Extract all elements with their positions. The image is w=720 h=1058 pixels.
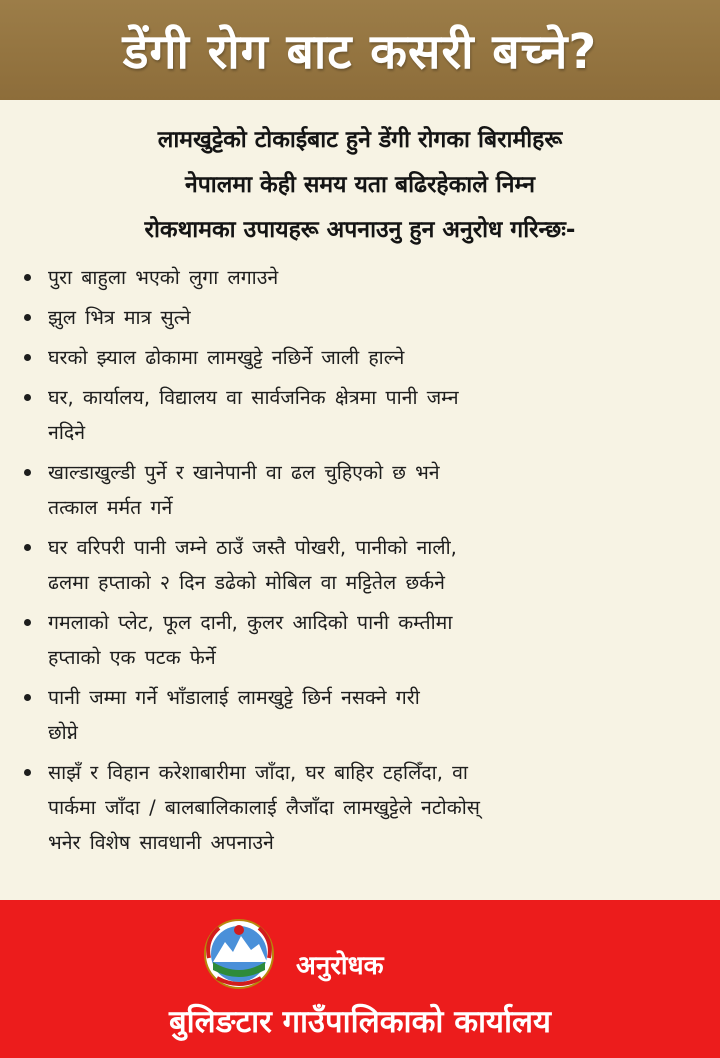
page-title: डेंगी रोग बाट कसरी बच्ने? [122, 23, 598, 80]
footer-banner [0, 900, 720, 1058]
list-item [20, 300, 710, 335]
nepal-government-emblem-icon [203, 918, 275, 990]
bullet-icon [24, 394, 31, 401]
list-item-text: पुरा बाहुला भएको लुगा लगाउने [48, 266, 279, 289]
bullet-icon [24, 274, 31, 281]
list-item-text: ढलमा हप्ताको २ दिन डढेको मोबिल वा मट्टितेल छर्कने [48, 571, 445, 594]
list-item [20, 340, 710, 375]
bullet-icon [24, 314, 31, 321]
list-item-text: घर, कार्यालय, विद्यालय वा सार्वजनिक क्षेत्रमा पानी जम्न [48, 386, 459, 409]
content-area [0, 100, 720, 900]
list-item-text: छोप्ने [48, 721, 78, 744]
bullet-icon [24, 769, 31, 776]
bullet-icon [24, 544, 31, 551]
list-item-text: घर वरिपरी पानी जम्ने ठाउँ जस्तै पोखरी, पानीको नाली, [48, 536, 457, 559]
list-item-text: झुल भित्र मात्र सुत्ने [48, 306, 191, 329]
office-name: बुलिङटार गाउँपालिकाको कार्यालय [168, 1004, 552, 1040]
intro-paragraph [20, 118, 700, 253]
bullet-icon [24, 354, 31, 361]
list-item [20, 380, 710, 450]
bullet-icon [24, 469, 31, 476]
prevention-list [20, 260, 710, 865]
intro-line: रोकथामका उपायहरू अपनाउनु हुन अनुरोध गरिन्छः- [144, 217, 576, 243]
list-item-text: खाल्डाखुल्डी पुर्ने र खानेपानी वा ढल चुहिएको छ भने [48, 461, 440, 484]
list-item-text: हप्ताको एक पटक फेर्ने [48, 646, 216, 669]
list-item-text: घरको झ्याल ढोकामा लामखुट्टे नछिर्ने जाली हाल्ने [48, 346, 405, 369]
list-item [20, 680, 710, 750]
bullet-icon [24, 694, 31, 701]
list-item-text: भनेर विशेष सावधानी अपनाउने [48, 831, 274, 854]
list-item-text: पानी जम्मा गर्ने भाँडालाई लामखुट्टे छिर्न नसक्ने गरी [48, 686, 420, 709]
intro-line: नेपालमा केही समय यता बढिरहेकाले निम्न [184, 172, 536, 198]
list-item-text: पार्कमा जाँदा / बालबालिकालाई लैजाँदा लामखुट्टेले नटोकोस् [48, 796, 480, 819]
list-item [20, 530, 710, 600]
list-item-text: साझँ र विहान करेशाबारीमा जाँदा, घर बाहिर टहलिँदा, वा [48, 761, 468, 784]
list-item [20, 455, 710, 525]
list-item-text: तत्काल मर्मत गर्ने [48, 496, 173, 519]
list-item-text: गमलाको प्लेट, फूल दानी, कुलर आदिको पानी कम्तीमा [48, 611, 453, 634]
list-item [20, 605, 710, 675]
header-banner [0, 0, 720, 100]
bullet-icon [24, 619, 31, 626]
requester-label: अनुरोधक [296, 951, 384, 981]
list-item [20, 260, 710, 295]
list-item-text: नदिने [48, 421, 86, 444]
list-item [20, 755, 710, 860]
intro-line: लामखुट्टेको टोकाईबाट हुने डेंगी रोगका बिरामीहरू [157, 127, 563, 153]
